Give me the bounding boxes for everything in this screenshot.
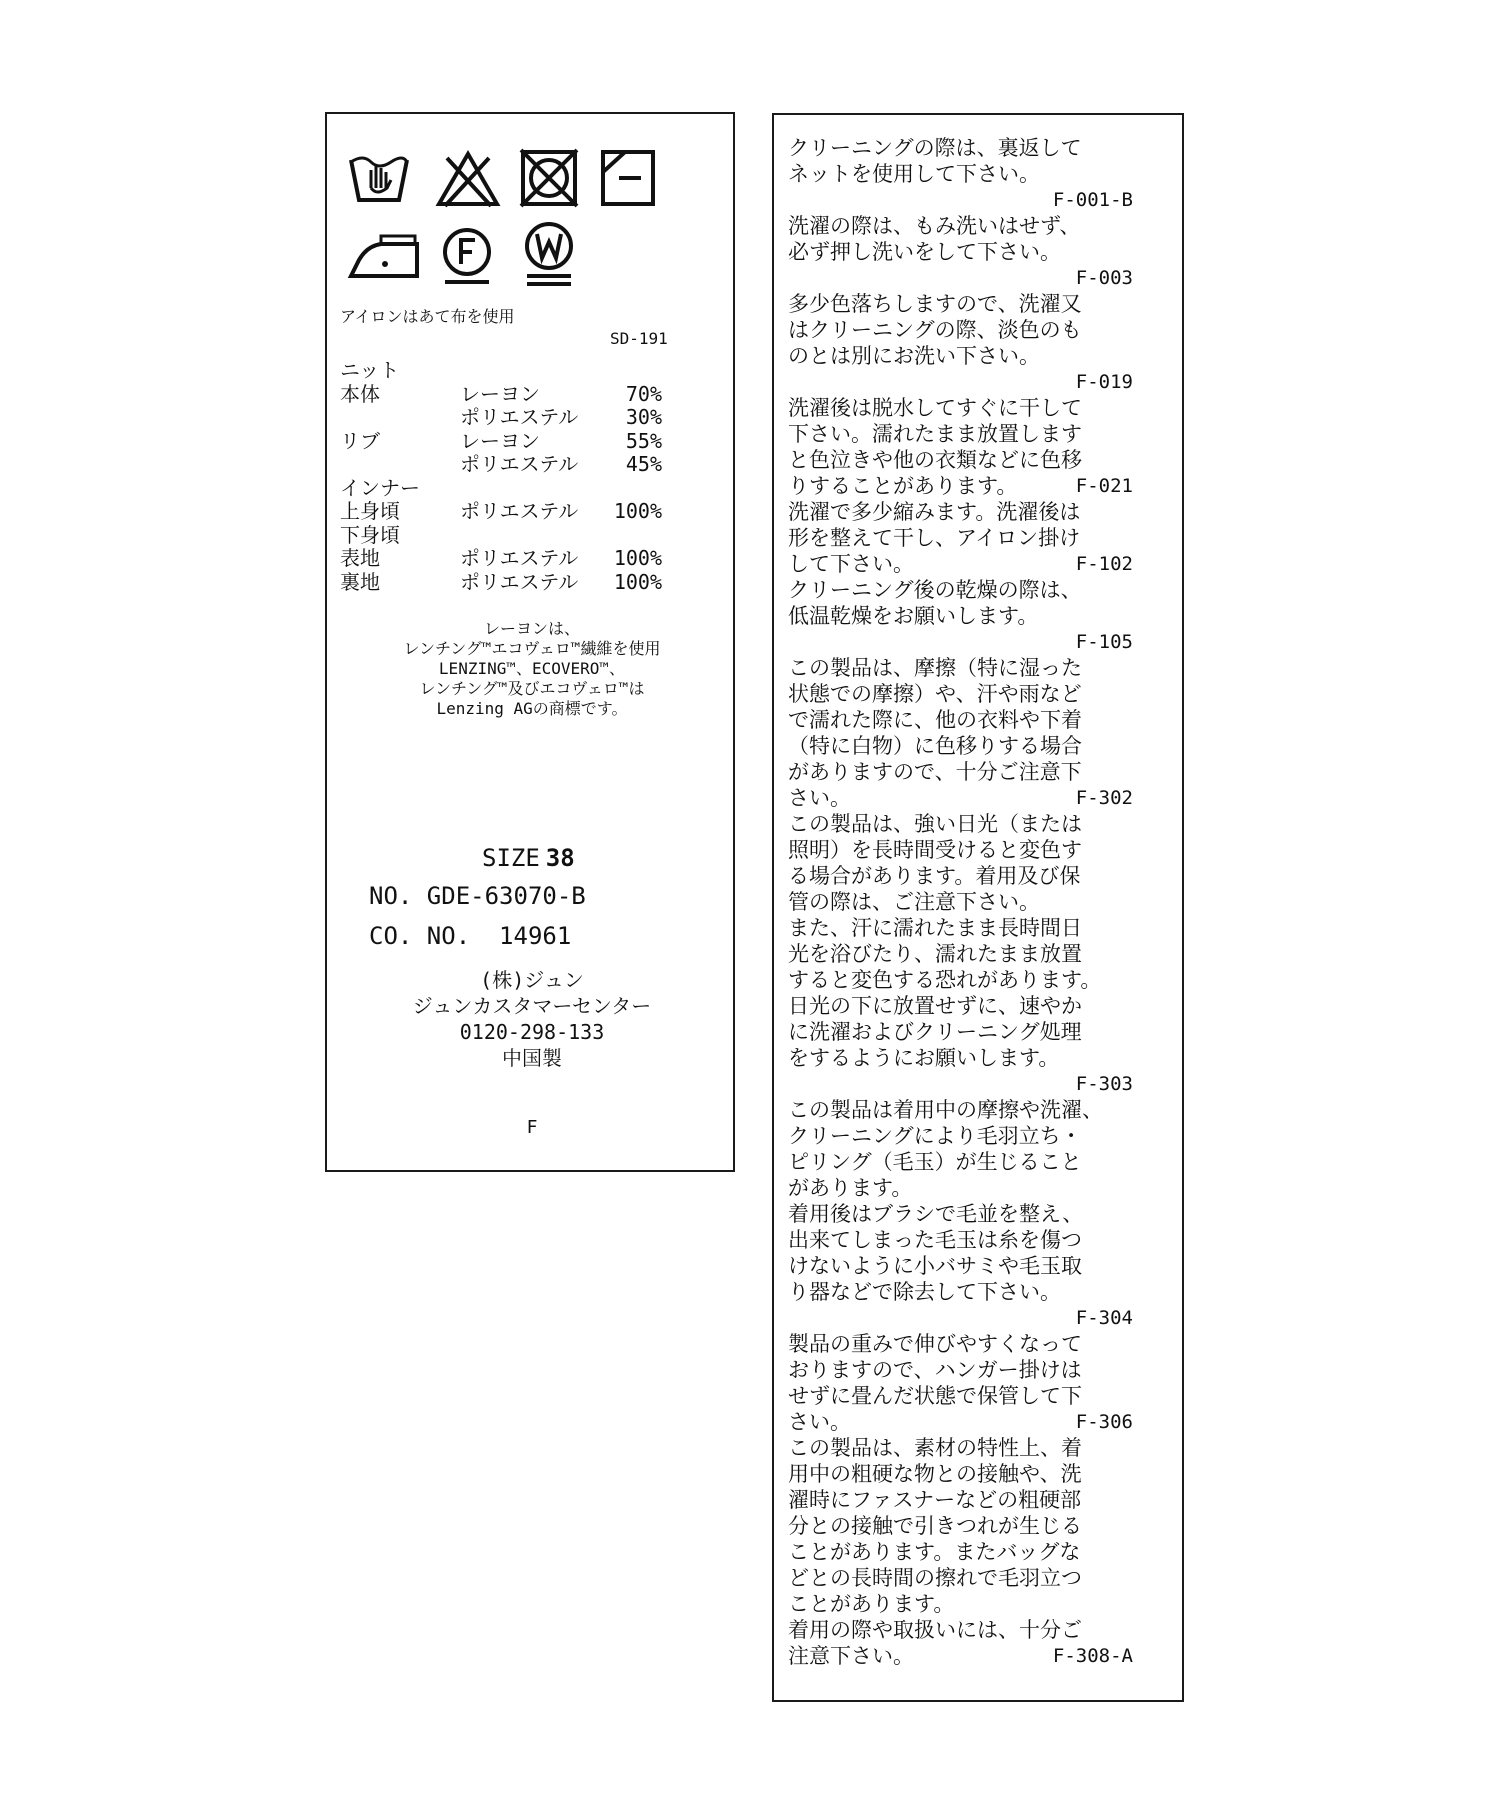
f-mark: F [526, 1117, 538, 1138]
lenzing-line: レーヨンは、 [483, 619, 580, 638]
company-info [327, 967, 737, 1071]
care-note-text: 照明）を長時間受けると変色す [788, 838, 1082, 862]
care-note-text: クリーニング後の乾燥の際は、 [788, 578, 1082, 602]
country-of-origin: 中国製 [502, 1046, 562, 1070]
care-note-code: F-303 [1075, 1073, 1133, 1095]
co-number: CO. NO. 14961 [369, 922, 572, 950]
do-not-bleach-icon [435, 148, 501, 210]
care-note-text: ピリング（毛玉）が生じること [788, 1150, 1082, 1174]
care-notes [788, 135, 1133, 1669]
care-note-text: に洗濯およびクリーニング処理 [788, 1020, 1082, 1044]
care-note-text: おりますので、ハンガー掛けは [788, 1358, 1082, 1382]
composition-row [340, 453, 710, 477]
iron-note: アイロンはあて布を使用 [340, 307, 515, 326]
percent-value: 100% [613, 546, 662, 570]
care-note-text: 洗濯の際は、もみ洗いはせず、 [788, 214, 1081, 238]
care-note-text: 出来てしまった毛玉は糸を傷つ [788, 1228, 1082, 1252]
composition-row [340, 359, 710, 383]
care-note-text: と色泣きや他の衣類などに色移 [788, 448, 1082, 472]
part-label: 下身頃 [340, 522, 400, 547]
care-note [788, 213, 1133, 291]
care-note-code: F-306 [1075, 1411, 1133, 1433]
care-label-left [325, 112, 735, 1172]
care-note-text: クリーニングにより毛羽立ち・ [788, 1124, 1082, 1148]
care-note-text: 光を浴びたり、濡れたまま放置 [788, 942, 1082, 966]
do-not-tumble-dry-icon [517, 148, 581, 210]
composition-row [340, 430, 710, 454]
percent-value: 45% [625, 452, 662, 476]
care-label-right [772, 113, 1184, 1702]
composition-row [340, 571, 710, 595]
care-note-text: どとの長時間の擦れで毛羽立つ [788, 1566, 1082, 1590]
care-note-code: F-003 [1075, 267, 1133, 289]
care-note-code: F-021 [1075, 475, 1133, 497]
care-note [788, 655, 1133, 811]
composition-row [340, 477, 710, 501]
care-note-text: はクリーニングの際、淡色のも [788, 318, 1082, 342]
care-note-text: 下さい。濡れたまま放置します [788, 422, 1082, 446]
percent-value: 70% [625, 381, 662, 406]
care-note-text: この製品は、摩擦（特に湿った [788, 656, 1082, 680]
care-note-code: F-302 [1075, 787, 1133, 809]
care-note [788, 395, 1133, 499]
care-note-text: 着用後はブラシで毛並を整え、 [788, 1202, 1084, 1226]
care-note-code: F-308-A [1052, 1645, 1133, 1667]
phone-number: 0120-298-133 [459, 1020, 605, 1044]
part-label: 本体 [340, 381, 380, 406]
care-note-code: F-001-B [1052, 189, 1133, 211]
care-note-text: 低温乾燥をお願いします。 [788, 604, 1039, 628]
material-label: ポリエステル [460, 569, 579, 594]
care-note-text: 用中の粗硬な物との接触や、洗 [788, 1462, 1082, 1486]
care-note-text: この製品は、素材の特性上、着 [788, 1436, 1082, 1460]
size-value: 38 [545, 844, 575, 872]
care-note-text: で濡れた際に、他の衣料や下着 [788, 708, 1082, 732]
style-number: NO. GDE-63070-B [369, 882, 586, 910]
care-note-text: る場合があります。着用及び保 [788, 864, 1081, 888]
care-note [788, 135, 1133, 213]
iron-low-icon [347, 226, 423, 284]
material-label: ポリエステル [460, 499, 579, 523]
care-note-text: すると変色する恐れがあります。 [788, 968, 1102, 992]
dry-clean-f-icon [435, 224, 499, 288]
material-label: ポリエステル [460, 546, 579, 570]
care-note-text: がありますので、十分ご注意下 [788, 760, 1082, 784]
care-note-text: りすることがあります。 [788, 474, 1018, 498]
care-note-text: 日光の下に放置せずに、速やか [788, 994, 1082, 1018]
care-note [788, 1435, 1133, 1669]
care-note [788, 291, 1133, 395]
care-note-line [788, 1643, 1133, 1669]
care-note-text: ことがあります。またバッグな [788, 1540, 1081, 1564]
care-note-text: せずに畳んだ状態で保管して下 [788, 1384, 1082, 1408]
line-dry-shade-icon [597, 148, 659, 210]
care-note-text: 分との接触で引きつれが生じる [788, 1514, 1082, 1538]
care-note-text: この製品は着用中の摩擦や洗濯、 [788, 1098, 1103, 1122]
lenzing-line: Lenzing AGの商標です。 [436, 699, 628, 718]
care-note-text: して下さい。 [788, 552, 914, 576]
care-note-text: さい。 [788, 786, 851, 810]
composition-row [340, 547, 710, 571]
lenzing-line: レンチング™エコヴェロ™繊維を使用 [403, 639, 661, 658]
lenzing-line: レンチング™及びエコヴェロ™は [419, 679, 645, 698]
part-label: 上身頃 [340, 499, 400, 523]
care-note-text: 注意下さい。 [788, 1644, 914, 1668]
care-note-text: のとは別にお洗い下さい。 [788, 344, 1040, 368]
care-note-line [788, 551, 1133, 577]
percent-value: 55% [625, 428, 662, 453]
lenzing-line: LENZING™、ECOVERO™、 [438, 659, 626, 678]
material-label: レーヨン [460, 381, 540, 406]
care-note [788, 577, 1133, 655]
care-note-text: 必ず押し洗いをして下さい。 [788, 240, 1061, 264]
care-note-text: り器などで除去して下さい。 [788, 1280, 1061, 1304]
percent-value: 30% [625, 405, 662, 429]
care-note-line [788, 473, 1133, 499]
customer-center: ジュンカスタマーセンター [412, 994, 652, 1018]
composition-row [340, 524, 710, 548]
wet-clean-w-icon [517, 218, 581, 290]
size-label: SIZE [482, 844, 540, 872]
care-note [788, 811, 1133, 1097]
care-note-code: F-019 [1075, 371, 1133, 393]
care-note [788, 499, 1133, 577]
care-note-text: また、汗に濡れたまま長時間日 [788, 916, 1082, 940]
part-label: 表地 [340, 546, 380, 570]
size-line [482, 844, 575, 872]
care-note-text: 洗濯後は脱水してすぐに干して [788, 396, 1082, 420]
percent-value: 100% [613, 499, 662, 523]
care-note-text: 状態での摩擦）や、汗や雨など [788, 682, 1082, 706]
care-symbols [347, 148, 647, 298]
care-note-text: 洗濯で多少縮みます。洗濯後は [788, 500, 1081, 524]
care-note-text: けないように小バサミや毛玉取 [788, 1254, 1082, 1278]
care-note-text: 形を整えて干し、アイロン掛け [788, 526, 1081, 550]
care-note-text: ネットを使用して下さい。 [788, 162, 1040, 186]
composition-table [340, 359, 710, 594]
sd-code: SD-191 [610, 329, 668, 348]
part-label: リブ [340, 428, 380, 453]
material-label: ポリエステル [460, 452, 579, 476]
care-note-text: 着用の際や取扱いには、十分ご [788, 1618, 1082, 1642]
care-note [788, 1097, 1133, 1331]
composition-row [340, 383, 710, 407]
care-note-text: 製品の重みで伸びやすくなって [788, 1332, 1082, 1356]
care-note-code: F-304 [1075, 1307, 1133, 1329]
care-note-code: F-105 [1075, 631, 1133, 653]
care-note-text: 濯時にファスナーなどの粗硬部 [788, 1488, 1082, 1512]
care-note-text: があります。 [788, 1176, 913, 1200]
part-label: インナー [340, 475, 420, 500]
care-note-text: 多少色落ちしますので、洗濯又 [788, 292, 1082, 316]
company-name: (株)ジュン [480, 968, 584, 992]
care-note-text: （特に白物）に色移りする場合 [788, 734, 1082, 758]
care-note-text: クリーニングの際は、裏返して [788, 136, 1082, 160]
care-note-line [788, 785, 1133, 811]
care-note-text: をするようにお願いします。 [788, 1046, 1060, 1070]
lenzing-trademark-note [327, 619, 737, 719]
care-note-code: F-102 [1075, 553, 1133, 575]
care-note [788, 1331, 1133, 1435]
composition-row [340, 500, 710, 524]
composition-row [340, 406, 710, 430]
care-note-text: ことがあります。 [788, 1592, 955, 1616]
percent-value: 100% [613, 569, 662, 594]
care-note-text: さい。 [788, 1410, 851, 1434]
care-note-text: 管の際は、ご注意下さい。 [788, 890, 1040, 914]
material-label: レーヨン [460, 428, 540, 453]
care-note-text: この製品は、強い日光（または [788, 812, 1082, 836]
part-label: 裏地 [340, 569, 380, 594]
part-label: ニット [340, 358, 400, 382]
care-note-line [788, 1409, 1133, 1435]
material-label: ポリエステル [460, 405, 579, 429]
hand-wash-40-icon [347, 148, 411, 210]
